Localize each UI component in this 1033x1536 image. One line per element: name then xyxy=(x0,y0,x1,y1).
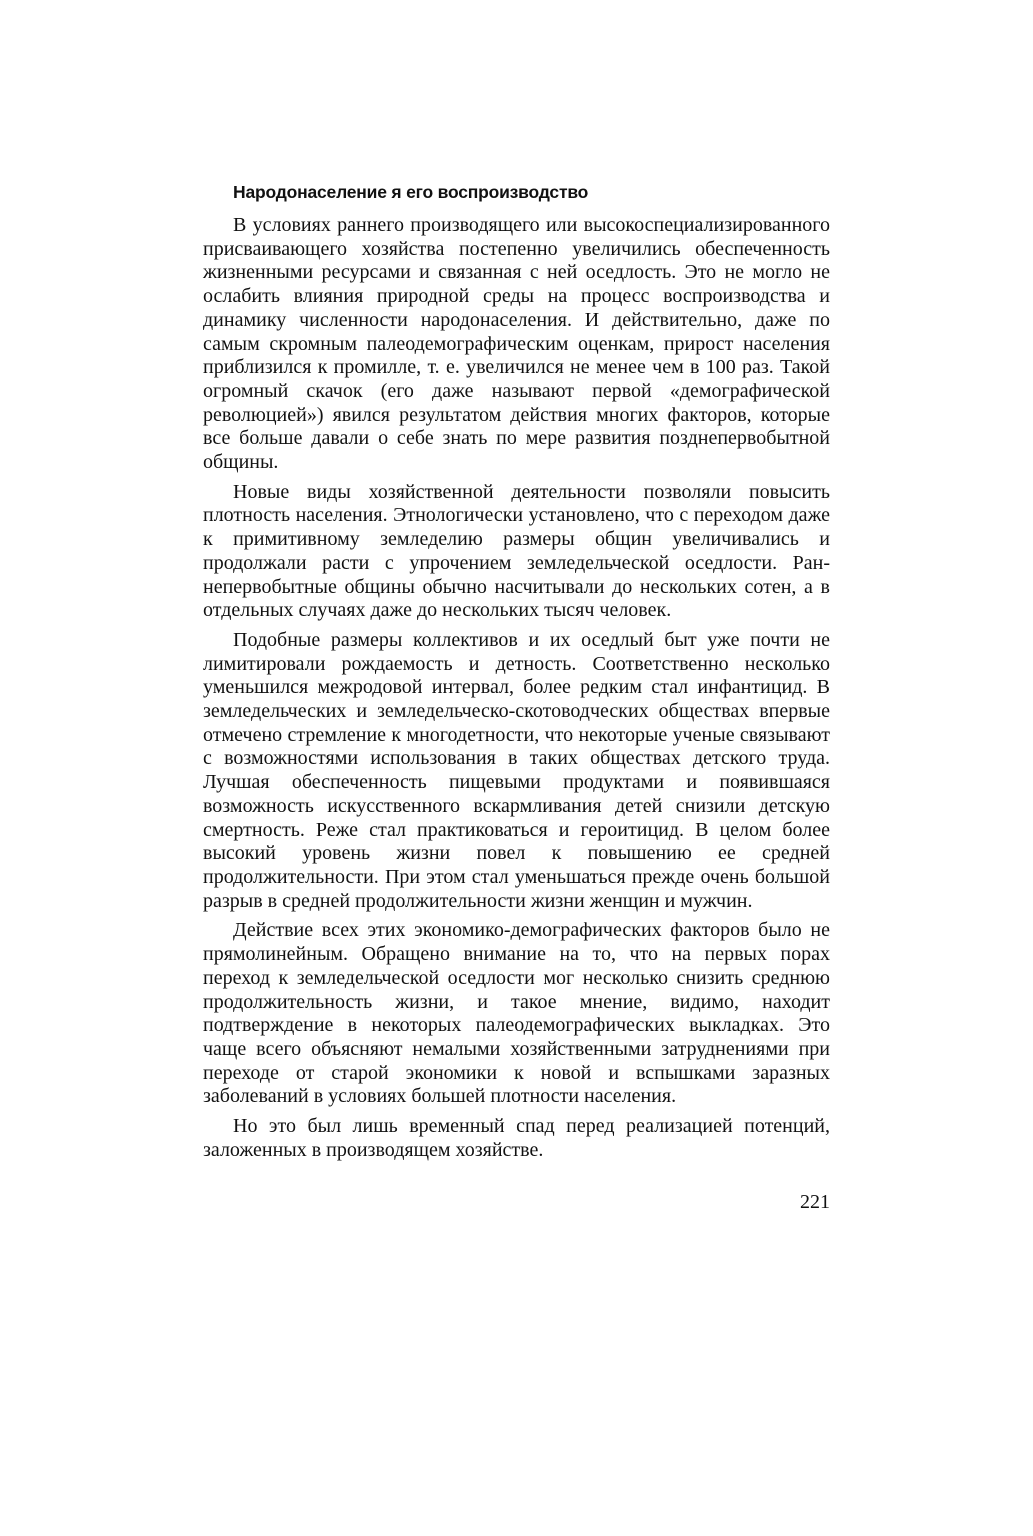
page-text-block xyxy=(203,180,830,1168)
paragraph-1: В условиях раннего производящего или высокоспециализированного присваивающего хозяйства постепенно увеличились обеспеченность жизненными ресурсами и связанная с ней оседлость. Это не могло не ослабить влияния природной среды на процесс воспроизводства и динамику численности народонаселения. И действительно, даже по самым скромным палеодемографическим оценкам, прирост населения приблизился к промилле, т. е. увеличился не менее чем в 100 раз. Такой огромный скачок (его даже называют первой «демографической революцией») явился результатом действия многих факторов, которые все больше давали о себе знать по мере развития позднепервобытной общины. xyxy=(203,214,830,474)
paragraph-2: Новые виды хозяйственной деятельности позволяли повысить плотность населения. Этнологически установлено, что с переходом даже к примитивному земледелию размеры общин увеличивались и продолжали расти с упрочением земледельческой оседлости. Раннепервобытные общины обычно насчитывали до нескольких сотен, а в отдельных случаях даже до нескольких тысяч человек. xyxy=(203,480,830,622)
page-number: 221 xyxy=(800,1191,830,1213)
paragraph-4: Действие всех этих экономико-демографических факторов было не прямолинейным. Обращено внимание на то, что на первых порах переход к земледельческой оседлости мог несколько снизить среднюю продолжительность жизни, и такое мнение, видимо, находит подтверждение в некоторых палеодемографических выкладках. Это чаще всего объясняют немалыми хозяйственными затруднениями при переходе от старой экономики к новой и вспышками заразных заболеваний в условиях большей плотности населения. xyxy=(203,919,830,1108)
section-title: Народонаселение я его воспроизводство xyxy=(233,182,589,202)
paragraph-5: Но это был лишь временный спад перед реализацией потенций, заложенных в производящем хозяйстве. xyxy=(203,1115,830,1161)
paragraph-3: Подобные размеры коллективов и их оседлый быт уже почти не лимитировали рождаемость и детность. Соответственно несколько уменьшился межродовой интервал, более редким стал инфантицид. В земледельческих и земледельческо-скотоводческих обществах впервые отмечено стремление к многодетности, что некоторые ученые связывают с возможностями использования в таких обществах детского труда. Лучшая обеспеченность пищевыми продуктами и появившаяся возможность искусственного вскармливания детей снизили детскую смертность. Реже стал практиковаться и героитицид. В целом более высокий уровень жизни повел к повышению ее средней продолжительности. При этом стал уменьшаться прежде очень большой разрыв в средней продолжительности жизни женщин и мужчин. xyxy=(203,628,830,912)
